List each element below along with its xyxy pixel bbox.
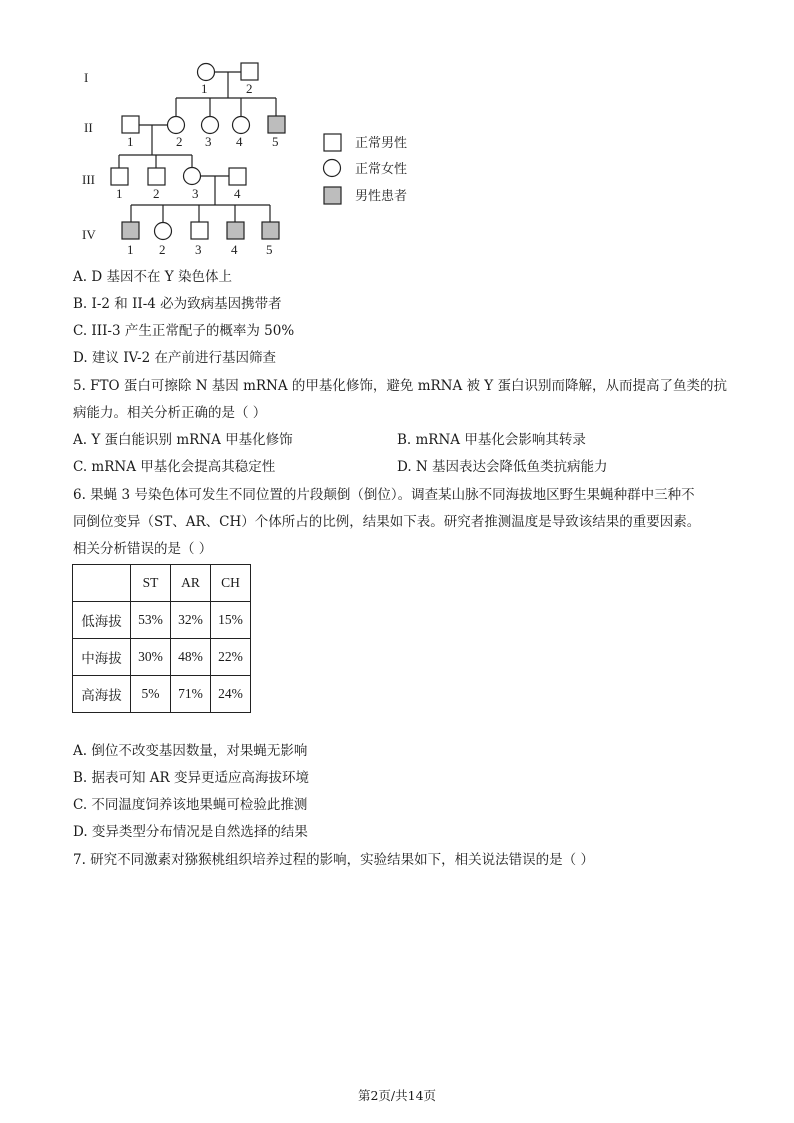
q5-option-b: B. mRNA 甲基化会影响其转录 (397, 432, 586, 448)
q5-stem-line2: 病能力。相关分析正确的是（ ） (73, 405, 267, 421)
table-row-label: 高海拔 (73, 676, 131, 713)
table-cell: 48% (171, 639, 211, 676)
table-cell: 24% (211, 676, 251, 713)
legend-affected-male-symbol (324, 187, 341, 204)
gen4-affected-male-5 (262, 222, 279, 239)
num-gen3-4: 4 (234, 186, 241, 201)
legend-normal-male-label: 正常男性 (355, 136, 408, 151)
gen2-female-3 (202, 117, 219, 134)
q6-option-c: C. 不同温度饲养该地果蝇可检验此推测 (73, 797, 308, 813)
table-cell: 5% (131, 676, 171, 713)
num-gen4-3: 3 (195, 242, 202, 257)
table-header-ch: CH (211, 565, 251, 602)
pedigree-diagram (70, 55, 430, 265)
gen2-affected-male-5 (268, 116, 285, 133)
q5-option-c: C. mRNA 甲基化会提高其稳定性 (73, 459, 276, 475)
num-gen1-2: 2 (246, 81, 253, 96)
gen2-male-1 (122, 116, 139, 133)
q7-stem: 7. 研究不同激素对猕猴桃组织培养过程的影响，实验结果如下，相关说法错误的是（ ） (73, 852, 594, 868)
table-row-label: 中海拔 (73, 639, 131, 676)
num-gen2-4: 4 (236, 134, 243, 149)
q6-option-d: D. 变异类型分布情况是自然选择的结果 (73, 824, 308, 840)
gen1-female-1 (198, 64, 215, 81)
table-row (73, 602, 251, 639)
table-header-row (73, 565, 251, 602)
table-corner-cell (73, 565, 131, 602)
q5-option-a: A. Y 蛋白能识别 mRNA 甲基化修饰 (73, 432, 293, 448)
q6-stem-line2: 同倒位变异（ST、AR、CH）个体所占的比例，结果如下表。研究者推测温度是导致该结果的重要因素。 (73, 514, 701, 530)
num-gen2-3: 3 (205, 134, 212, 149)
table-row (73, 639, 251, 676)
gen2-female-2 (168, 117, 185, 134)
table-cell: 53% (131, 602, 171, 639)
num-gen4-4: 4 (231, 242, 238, 257)
gen4-affected-male-1 (122, 222, 139, 239)
gen4-affected-male-4 (227, 222, 244, 239)
table-cell: 30% (131, 639, 171, 676)
q4-option-b: B. I-2 和 II-4 必为致病基因携带者 (73, 296, 282, 312)
legend-normal-female-label: 正常女性 (355, 162, 408, 177)
num-gen3-1: 1 (116, 186, 123, 201)
altitude-inversion-table (72, 564, 251, 713)
table-row (73, 676, 251, 713)
table-cell: 15% (211, 602, 251, 639)
num-gen2-1: 1 (127, 134, 134, 149)
table-row-label: 低海拔 (73, 602, 131, 639)
q6-option-a: A. 倒位不改变基因数量，对果蝇无影响 (73, 743, 308, 759)
gen4-female-2 (155, 223, 172, 240)
page-number-footer: 第2页/共14页 (357, 1088, 437, 1103)
legend-normal-male-symbol (324, 134, 341, 151)
q6-stem-line1: 6. 果蝇 3 号染色体可发生不同位置的片段颠倒（倒位）。调查某山脉不同海拔地区野生果蝇种群中三种不 (73, 487, 695, 503)
table-header-st: ST (131, 565, 171, 602)
q6-stem-line3: 相关分析错误的是（ ） (73, 541, 213, 557)
gen-label-ii: II (84, 120, 93, 135)
table-cell: 32% (171, 602, 211, 639)
num-gen4-1: 1 (127, 242, 134, 257)
gen3-female-3 (184, 168, 201, 185)
num-gen4-2: 2 (159, 242, 166, 257)
q6-option-b: B. 据表可知 AR 变异更适应高海拔环境 (73, 770, 309, 786)
q4-option-c: C. III-3 产生正常配子的概率为 50% (73, 323, 295, 339)
legend-normal-female-symbol (324, 160, 341, 177)
q4-option-a: A. D 基因不在 Y 染色体上 (73, 269, 232, 285)
num-gen3-3: 3 (192, 186, 199, 201)
num-gen2-2: 2 (176, 134, 183, 149)
table-header-ar: AR (171, 565, 211, 602)
table-cell: 71% (171, 676, 211, 713)
num-gen4-5: 5 (266, 242, 273, 257)
q4-option-d: D. 建议 IV-2 在产前进行基因筛查 (73, 350, 277, 366)
gen-label-iv: IV (82, 227, 96, 242)
legend-affected-male-label: 男性患者 (355, 189, 408, 204)
q5-stem-line1: 5. FTO 蛋白可擦除 N 基因 mRNA 的甲基化修饰，避免 mRNA 被 Y 蛋白识别而降解，从而提高了鱼类的抗 (73, 378, 728, 394)
gen3-male-1 (111, 168, 128, 185)
gen-label-i: I (84, 70, 89, 85)
gen1-male-2 (241, 63, 258, 80)
num-gen1-1: 1 (201, 81, 208, 96)
gen3-male-2 (148, 168, 165, 185)
q5-option-d: D. N 基因表达会降低鱼类抗病能力 (397, 459, 608, 475)
table-cell: 22% (211, 639, 251, 676)
num-gen2-5: 5 (272, 134, 279, 149)
num-gen3-2: 2 (153, 186, 160, 201)
gen3-male-4 (229, 168, 246, 185)
gen-label-iii: III (82, 172, 95, 187)
gen2-female-4 (233, 117, 250, 134)
gen4-male-3 (191, 222, 208, 239)
